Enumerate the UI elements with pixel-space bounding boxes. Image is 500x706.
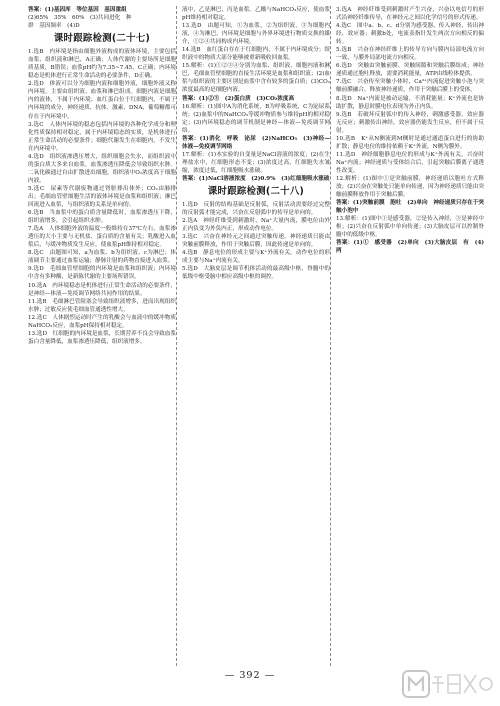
answer-paragraph: 13.解析：(1)图中①是感受器，②是传入神经，③是神经中枢；(2)兴奋在反射弧中单向传递；(3)大脑皮层可以控制脊髓中的低级中枢。 bbox=[336, 216, 484, 239]
answer-paragraph: 5.选C 尿素等代谢废物通过肾脏排出体外；CO₂由肺排出；毛细血管壁细胞生活的液体环境是血浆和组织液；淋巴回流进入血浆，与组织液的关系是单向的。 bbox=[28, 185, 176, 209]
answer-paragraph: 4.选D 组织液渗透压增大，组织细胞会失水，而组织液中的蛋白质大多来自血浆，血浆渗透压降低会导致组织水肿。二氧化碳通过自由扩散进出细胞，组织液中O₂浓度高于细胞内液。 bbox=[28, 153, 176, 184]
answer-paragraph: 2.选D 体液可以分为细胞内液和细胞外液，细胞外液又称内环境，主要由组织液、血浆和淋巴组成。细胞内液是细胞内的液体，不属于内环境；血红蛋白位于红细胞内，不属于内环境的成分，神经递质、抗体、激素、DNA、葡萄糖都可存在于内环境中。 bbox=[28, 81, 176, 120]
answer-line: 答案：(1)NaCl溶液浓度 (2)0.9% (3)红细胞吸水涨破 bbox=[182, 175, 330, 182]
answer-paragraph: 8.选C 由题图可知，a为血浆、b为组织液、c为淋巴；体液调节主要通过血浆运输；静脉注射的药物直接进入血浆。 bbox=[28, 250, 176, 265]
page-number: — 392 — bbox=[224, 670, 276, 681]
answer-paragraph: 10.选B K⁺从N侧流到M侧时是通过通道蛋白进行的协助扩散；静息电位的维持依赖于K⁺外流，N侧为膜外。 bbox=[336, 135, 484, 150]
answer-paragraph: 5.选D 大脑皮层是调节机体活动的最高级中枢，脊髓中的低级中枢受脑中相应高级中枢的调控。 bbox=[182, 266, 330, 281]
answer-line: 答案：(1)突触前膜 胞吐 (2)单向 神经递质只存在于突触小泡中 bbox=[336, 200, 484, 215]
answer-paragraph: 11.选B 毛细淋巴管阻塞会导致组织液增多，进而出现组织水肿；过敏反应使毛细血管通透性增大。 bbox=[28, 298, 176, 313]
answer-paragraph: 15.解析：(1)①②③④分别为血浆、组织液、细胞内液和淋巴，毛细血管壁细胞的直接生活环境是血浆和组织液；(2)血浆与组织液的主要区别是血浆中含有较多的蛋白质；(3)CO₂浓度最高的是细胞内液。 bbox=[182, 63, 330, 94]
answer-paragraph: 4.选B 静息电位的形成主要与K⁺外流有关，动作电位的形成主要与Na⁺内流有关。 bbox=[182, 250, 330, 265]
answer-paragraph: 3.选A 神经纤维受到刺激时产生兴奋，兴奋以电信号的形式沿神经纤维传导，在神经元之间以化学信号的形式传递。 bbox=[336, 7, 484, 22]
answer-paragraph: 6.选D 突触由突触前膜、突触间隙和突触后膜组成；神经递质通过胞吐释放，需要消耗能量，ATP由线粒体提供。 bbox=[336, 63, 484, 78]
answer-paragraph: 7.选A 人体细胞外液的温度一般维持在37℃左右，血浆渗透压的大小主要与无机盐、蛋白质的含量有关；乳酸进入血浆后，与缓冲物质发生反应，使血浆pH维持相对稳定。 bbox=[28, 226, 176, 249]
answer-paragraph: 3.选C 人体内环境的稳态包括内环境的各种化学成分和理化性质保持相对稳定，属于内环境稳态的实质，是机体进行正常生命活动的必要条件；细胞代谢发生在细胞内，不发生在内环境中。 bbox=[28, 121, 176, 152]
column-middle bbox=[182, 6, 330, 666]
answer-paragraph: 13.选D 红细胞的内环境是血浆，长期营养不良会导致血浆蛋白含量降低，血浆渗透压降低，组织液增多。 bbox=[28, 330, 176, 345]
answer-paragraph: 1.选B 内环境是指由细胞外液构成的液体环境，主要包括血浆、组织液和淋巴，A正确；人体代谢的主要场所是细胞质基质，B错误；血浆pH约为7.35~7.45，C正确；内环境稳态是机体进行正常生命活动的必要条件，D正确。 bbox=[28, 49, 176, 80]
answer-line: 答案：(1)消化 呼吸 泌尿 (2)NaHCO₃ (3)神经—体液—免疫调节网络 bbox=[182, 135, 330, 150]
column-left bbox=[28, 6, 176, 666]
answer-line: 答案：(1)基因库 等位基因 基因重组 bbox=[28, 7, 127, 13]
answer-paragraph: 7.选C 兴奋传至突触小体时，Ca²⁺内流促进突触小泡与突触前膜融合，释放神经递质，作用于突触后膜上的受体。 bbox=[336, 79, 484, 94]
answer-paragraph: 8.选D Na⁺内流是被动运输，不消耗能量；K⁺外流也是协助扩散，静息时膜电位表现为外正内负。 bbox=[336, 95, 484, 110]
answer-paragraph: 6.选B 当血浆中的蛋白质含量降低时，血浆渗透压下降，组织液增多，会引起组织水肿。 bbox=[28, 210, 176, 225]
answer-paragraph: 17.解析：(1)本实验的自变量是NaCl溶液的浓度；(2)在生理盐水中，红细胞形态不变；(3)浓度过高，红细胞失水皱缩，浓度过低，红细胞吸水涨破。 bbox=[182, 151, 330, 174]
answer-paragraph: 1.选D 反射的结构基础是反射弧，反射活动需要经过完整的反射弧才能完成，兴奋在反射弧中的传导是单向的。 bbox=[182, 202, 330, 217]
answer-paragraph: 2.选A 神经纤维受到刺激时，Na⁺大量内流，膜电位由外正内负变为外负内正，形成动作电位。 bbox=[182, 218, 330, 233]
answer-paragraph: 12.选C 人体剧烈运动时产生的乳酸会与血液中的缓冲物质NaHCO₃反应，血浆pH保持相对稳定。 bbox=[28, 314, 176, 329]
answer-paragraph: 群 基因频率 (4)D bbox=[28, 23, 80, 30]
answer-line: 答案：(1)① 感受器 (2)单向 (3)大脑皮层 有 (4)两 bbox=[336, 240, 484, 255]
watermark-logo bbox=[402, 667, 494, 701]
column-divider bbox=[330, 6, 331, 666]
answer-paragraph: 14.选B 血红蛋白存在于红细胞内，不属于内环境成分；组织液中的物质大部分能够被重新吸收回血浆。 bbox=[182, 47, 330, 62]
answer-paragraph: 9.选B 若破坏反射弧中的传入神经，刺激感受器，效应器无反应；刺激传出神经，效应器仍能发生反应，但不属于反射。 bbox=[336, 111, 484, 134]
answer-paragraph: 9.选D 毛细血管壁细胞的内环境是血浆和组织液；内环境中含有多种酶，是新陈代谢的主要场所错误。 bbox=[28, 266, 176, 281]
section-heading: 课时跟踪检测(二十七) bbox=[53, 33, 151, 45]
section-heading: 课时跟踪检测(二十八) bbox=[207, 186, 305, 198]
answer-paragraph: 16.解析：(1)图中A为消化系统，B为呼吸系统，C为泌尿系统；(2)血浆中的NaHCO₃等缓冲物质参与维持pH的相对稳定；(3)内环境稳态的调节机制是神经—体液—免疫调节网络。 bbox=[182, 103, 330, 134]
answer-paragraph: 12.解析：(1)图中①是突触前膜，神经递质以胞吐方式释放；(2)兴奋在突触处只能单向传递，因为神经递质只能由突触前膜释放作用于突触后膜。 bbox=[336, 175, 484, 199]
answer-paragraph: 3.选C 兴奋在神经元之间通过突触传递，神经递质只能由突触前膜释放，作用于突触后膜，因此传递是单向的。 bbox=[182, 234, 330, 249]
column-right bbox=[336, 6, 484, 666]
answer-line: 答案：(1)②③ (2)蛋白质 (3)CO₂浓度高 bbox=[182, 95, 295, 102]
answer-paragraph: 10.选A 内环境稳态是机体进行正常生命活动的必要条件，是神经—体液—免疫调节网络共同作用的结果。 bbox=[28, 282, 176, 297]
answer-paragraph: 5.选B 兴奋在神经纤维上的传导方向与膜内局部电流方向一致，与膜外局部电流方向相反。 bbox=[336, 47, 484, 62]
answer-paragraph: 液中，乙是淋巴，丙是血浆。乙酸与NaHCO₃反应，使血浆pH维持相对稳定。 bbox=[182, 7, 330, 22]
answer-paragraph: 13.选D 由题可知，①为血浆，②为组织液，③为细胞内液，④为淋巴。内环境是细胞与外界环境进行物质交换的媒介，①②④共同构成内环境。 bbox=[182, 23, 330, 46]
answer-paragraph: 11.选D 神经细胞静息电位的形成与K⁺外流有关，兴奋时Na⁺内流；神经递质与受体结合后，引起突触后膜离子通透性改变。 bbox=[336, 151, 484, 174]
column-divider bbox=[176, 6, 177, 666]
answer-paragraph: (2)65% 35% 60% (3)共同进化 种 bbox=[28, 15, 132, 22]
answer-paragraph: 4.选C 图中a、b、c、d分别为感受器、传入神经、传出神经、效应器；刺激b处，电流表指针发生两次方向相反的偏转。 bbox=[336, 23, 484, 46]
